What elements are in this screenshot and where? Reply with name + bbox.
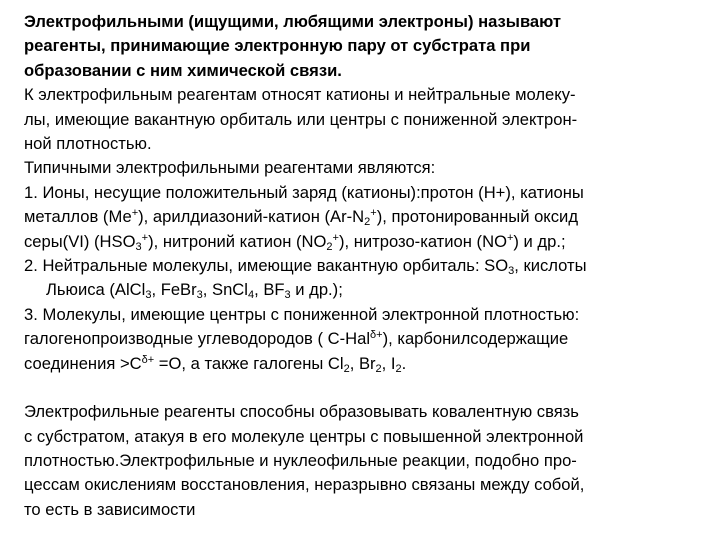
- slide-text: [24, 10, 714, 522]
- paragraph-line: Электрофильные реагенты способны образовывать ковалентную связь: [24, 402, 579, 422]
- list-line: 1. Ионы, несущие положительный заряд (катионы):протон (Н+), катионы: [24, 182, 584, 202]
- list-line: металлов (Ме+), арилдиазоний-катион $(Ar-N_2^+)$, протонированный оксид: [24, 207, 579, 229]
- list-item-neutral-molecules: [24, 254, 714, 303]
- list-line: 3. Молекулы, имеющие центры с пониженной электронной плотностью:: [24, 304, 580, 324]
- list-line: серы(VI) $(HSO_3^+)$, нитроний катион $(NO_2^+)$, нитрозо-катион (NO+) и др.;: [24, 231, 566, 253]
- paragraph-covalent-bond: [24, 400, 714, 522]
- paragraph-line: ной плотностью.: [24, 134, 152, 154]
- intro-definition: [24, 10, 714, 83]
- paragraph-line: К электрофильным реагентам относят катионы и нейтральные молеку-: [24, 85, 576, 105]
- list-line: 2. Нейтральные молекулы, имеющие вакантную орбиталь: $SO_3$, кислоты: [24, 256, 587, 278]
- list-line: Льюиса (AlCl$_3$, FeBr$_3$, SnCl$_4$, $BF_3$ и др.);: [46, 280, 343, 302]
- paragraph-line: цессам окислениям восстановления, неразрывно связаны между собой,: [24, 475, 585, 495]
- paragraph-line: плотностью.Электрофильные и нуклеофильные реакции, подобно про-: [24, 450, 577, 470]
- list-item-ions: [24, 181, 714, 254]
- paragraph-line: то есть в зависимости: [24, 499, 196, 519]
- paragraph-line: с субстратом, атакуя в его молекуле центры с повышенной электронной: [24, 426, 584, 446]
- paragraph-electrophile-types: [24, 83, 714, 156]
- list-item-low-density-centers: [24, 303, 714, 376]
- typical-heading: Типичными электрофильными реагентами являются:: [24, 158, 436, 178]
- intro-line: образовании с ним химической связи.: [24, 60, 342, 80]
- intro-line: реагенты, принимающие электронную пару от субстрата при: [24, 36, 531, 56]
- list-line: соединения $>C^{\delta+} =O$, а также галогены $Cl_2$, $Br_2$, $I_2$.: [24, 353, 407, 375]
- list-line: галогенопроизводные углеводородов ( C-Hal$^{\delta+}$), карбонилсодержащие: [24, 329, 569, 349]
- paragraph-gap: [24, 376, 714, 400]
- intro-line: Электрофильными (ищущими, любящими электроны) называют: [24, 12, 562, 31]
- paragraph-line: лы, имеющие вакантную орбиталь или центры с пониженной электрон-: [24, 109, 578, 129]
